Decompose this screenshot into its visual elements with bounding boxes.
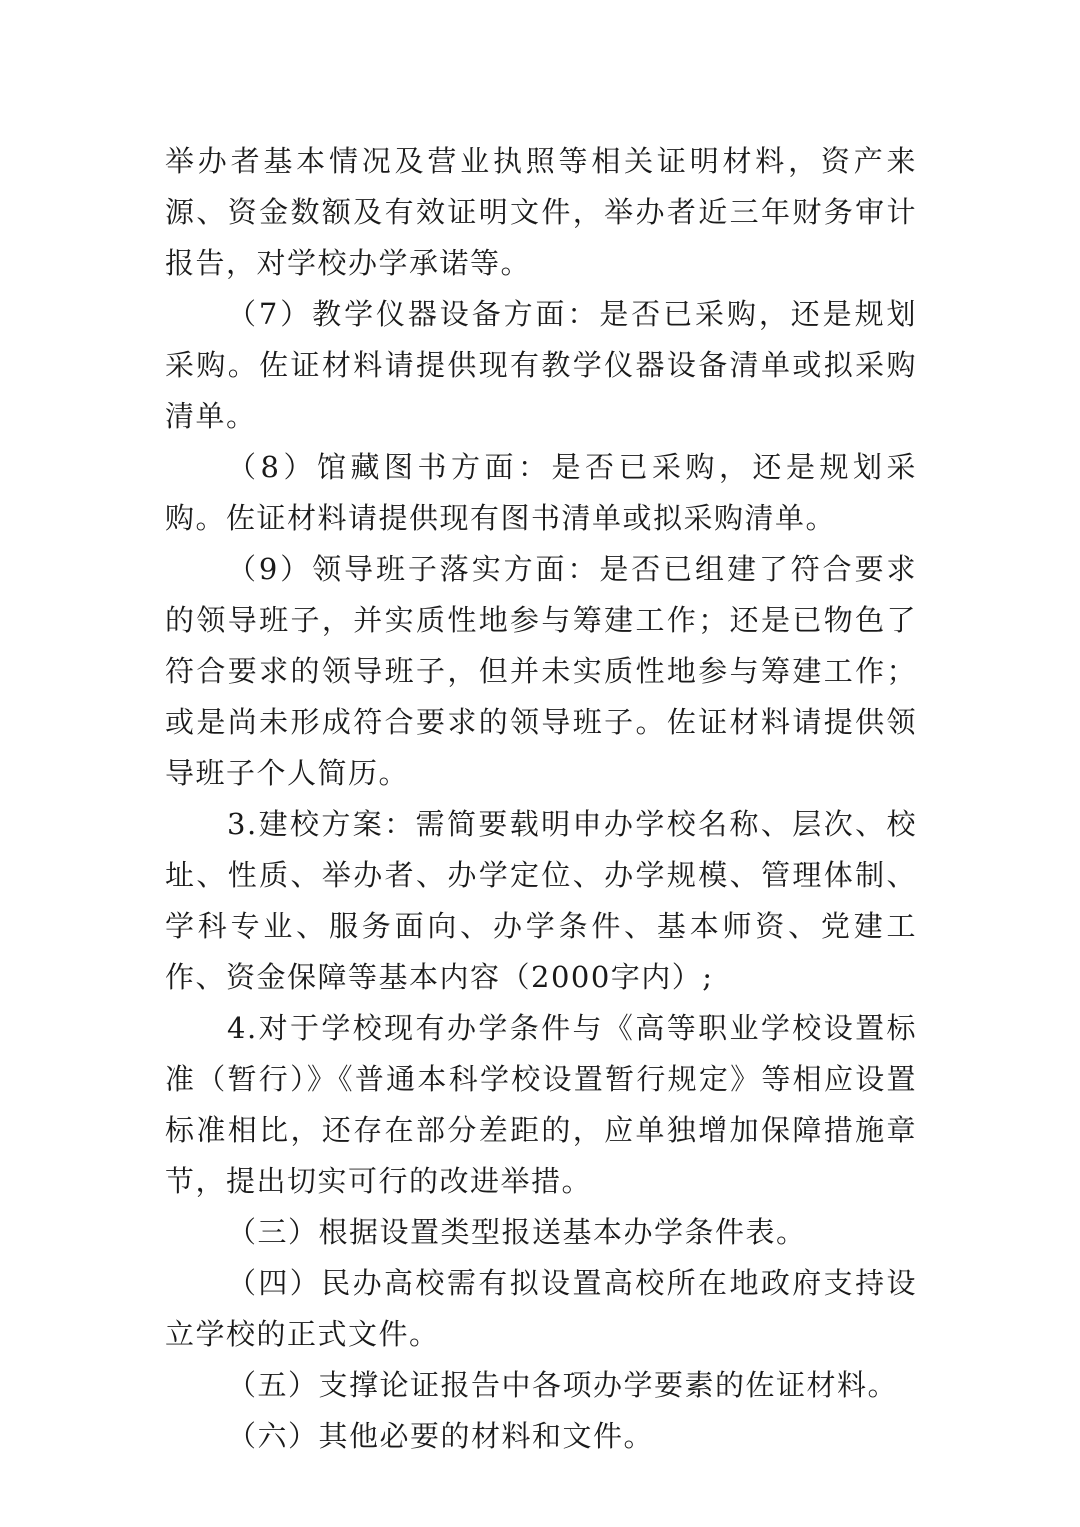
paragraph-improvement-measures: 4.对于学校现有办学条件与《高等职业学校设置标准（暂行）》《普通本科学校设置暂行规定》等相应设置标准相比，还存在部分差距的，应单独增加保障措施章节，提出切实可行的改进举措。 xyxy=(165,1011,917,1198)
paragraph-library-books: （8）馆藏图书方面：是否已采购，还是规划采购。佐证材料请提供现有图书清单或拟采购清单。 xyxy=(165,450,917,535)
paragraph-government-support: （四）民办高校需有拟设置高校所在地政府支持设立学校的正式文件。 xyxy=(165,1266,917,1351)
document-body xyxy=(165,136,917,1462)
paragraph-other-materials: （六）其他必要的材料和文件。 xyxy=(227,1419,655,1453)
paragraph-teaching-equipment: （7）教学仪器设备方面：是否已采购，还是规划采购。佐证材料请提供现有教学仪器设备清单或拟采购清单。 xyxy=(165,297,917,433)
paragraph-supporting-materials: （五）支撑论证报告中各项办学要素的佐证材料。 xyxy=(227,1368,899,1402)
paragraph-school-plan: 3.建校方案：需简要载明申办学校名称、层次、校址、性质、举办者、办学定位、办学规模、管理体制、学科专业、服务面向、办学条件、基本师资、党建工作、资金保障等基本内容（2000字内）; xyxy=(165,807,917,994)
paragraph-applicant-materials: 举办者基本情况及营业执照等相关证明材料，资产来源、资金数额及有效证明文件，举办者近三年财务审计报告，对学校办学承诺等。 xyxy=(165,144,917,280)
paragraph-conditions-table: （三）根据设置类型报送基本办学条件表。 xyxy=(227,1215,807,1249)
paragraph-leadership-team: （9）领导班子落实方面：是否已组建了符合要求的领导班子，并实质性地参与筹建工作；还是已物色了符合要求的领导班子，但并未实质性地参与筹建工作；或是尚未形成符合要求的领导班子。佐证材料请提供领导班子个人简历。 xyxy=(165,552,917,790)
